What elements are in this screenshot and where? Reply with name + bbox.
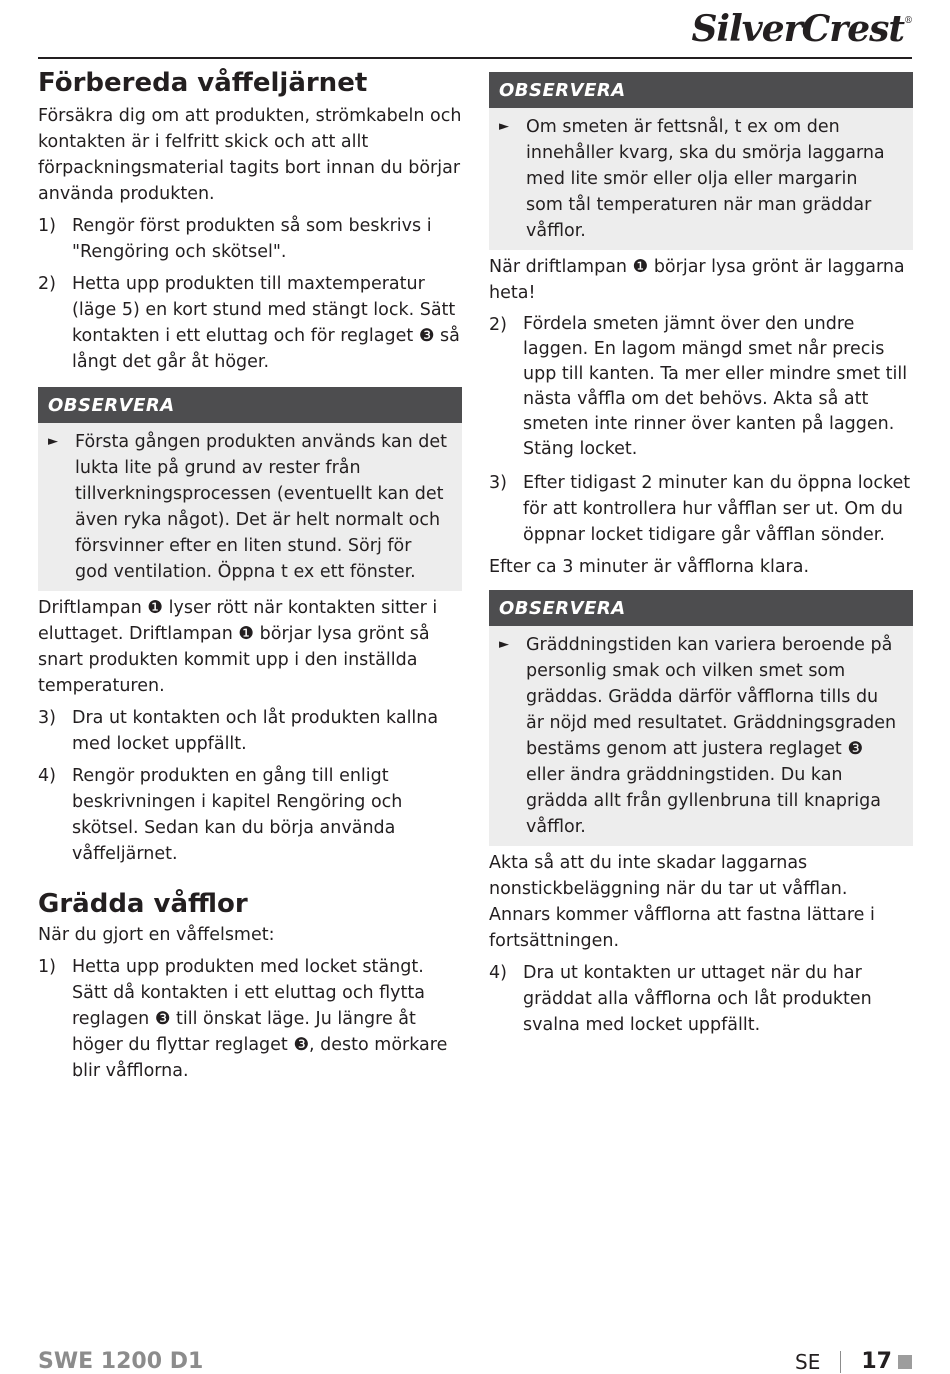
left-column [38, 60, 462, 1084]
note-heading: OBSERVERA [38, 387, 462, 423]
note-box [489, 590, 913, 846]
note-box [38, 387, 462, 591]
right-column [489, 72, 913, 1038]
intro-paragraph: Försäkra dig om att produkten, strömkabeln och kontakten är i felfritt skick och att allt förpackningsmaterial tagits bort innan du börjar använda produkten. [38, 106, 462, 205]
list-item: 3) Dra ut kontakten och låt produkten kallna med locket uppfällt. [38, 708, 439, 755]
page-number: 17 [861, 1349, 892, 1374]
note-heading: OBSERVERA [489, 72, 913, 108]
list-item: 2) Fördela smeten jämnt över den undre laggen. En lagom mängd smet når precis upp till kanten. Ta mer eller mindre smet till nästa våffla om det behövs. Akta så att smeten inte rinner över kanten på laggen. Stäng locket. [489, 314, 908, 459]
arrow-icon: ► [48, 434, 58, 450]
note-box [489, 72, 913, 250]
green-lamp-paragraph: När driftlampan ❶ börjar lysa grönt är laggarna heta! [489, 257, 905, 303]
section-title-bake: Grädda våfflor [38, 889, 248, 920]
page-footer [795, 1349, 912, 1374]
careful-paragraph: Akta så att du inte skadar laggarnas nonstickbeläggning när du tar ut våfflan. Annars kommer våfflorna att fastna lättare i fortsättningen. [489, 853, 875, 951]
lamp-paragraph: Driftlampan ❶ lyser rött när kontakten sitter i eluttaget. Driftlampan ❶ börjar lysa grönt så snart produkten kommit upp i den inställda temperaturen. [38, 598, 438, 697]
arrow-icon: ► [499, 119, 509, 134]
note-heading: OBSERVERA [489, 590, 913, 626]
list-item: 4) Dra ut kontakten ur uttaget när du har gräddat alla våfflorna och låt produkten svalna med locket uppfällt. [489, 963, 872, 1035]
note-text: Gräddningstiden kan variera beroende på personlig smak och vilken smet som gräddas. Grädda därför våfflorna tills du är nöjd med resultatet. Gräddningsgraden bestäms genom att justera reglaget ❸ eller ändra gräddningstiden. Du kan grädda allt från gyllenbruna till knapriga våfflor. [526, 635, 897, 837]
brand-logo: SilverCrest® [691, 8, 912, 50]
ready-paragraph: Efter ca 3 minuter är våfflorna klara. [489, 557, 810, 577]
square-icon [898, 1355, 912, 1369]
model-number: SWE 1200 D1 [38, 1349, 204, 1374]
arrow-icon: ► [499, 637, 509, 652]
intro2-paragraph: När du gjort en våffelsmet: [38, 925, 275, 946]
top-divider [38, 57, 912, 59]
list-item: 4) Rengör produkten en gång till enligt beskrivningen i kapitel Rengöring och skötsel. Sedan kan du börja använda våffeljärnet. [38, 766, 403, 865]
list-item: 2) Hetta upp produkten till maxtemperatur (läge 5) en kort stund med stängt lock. Sätt kontakten i ett eluttag och för reglaget ❸ så långt det går åt höger. [38, 274, 460, 373]
list-item: 3) Efter tidigast 2 minuter kan du öppna locket för att kontrollera hur våfflan ser ut. Om du öppnar locket tidigare går våfflan sönder. [489, 473, 911, 545]
list-item: 1) Rengör först produkten så som beskrivs i "Rengöring och skötsel". [38, 216, 432, 263]
note-text: Första gången produkten används kan det lukta lite på grund av rester från tillverkningsprocessen (eventuellt kan det även ryka något). Det är helt normalt och försvinner efter en liten stund. Sörj för god ventilation. Öppna t ex ett fönster. [75, 432, 448, 583]
section-title-prepare: Förbereda våffeljärnet [38, 68, 368, 98]
language-code: SE [795, 1349, 821, 1374]
note-text: Om smeten är fettsnål, t ex om den innehåller kvarg, ska du smörja laggarna med lite smör eller olja eller margarin som tål temperaturen när man gräddar våfflor. [526, 117, 885, 241]
footer-divider [840, 1351, 841, 1373]
list-item: 1) Hetta upp produkten med locket stängt. Sätt då kontakten i ett eluttag och flytta reglagen ❸ till önskat läge. Ju längre åt höger du flyttar reglaget ❸, desto mörkare blir våfflorna. [38, 957, 448, 1082]
